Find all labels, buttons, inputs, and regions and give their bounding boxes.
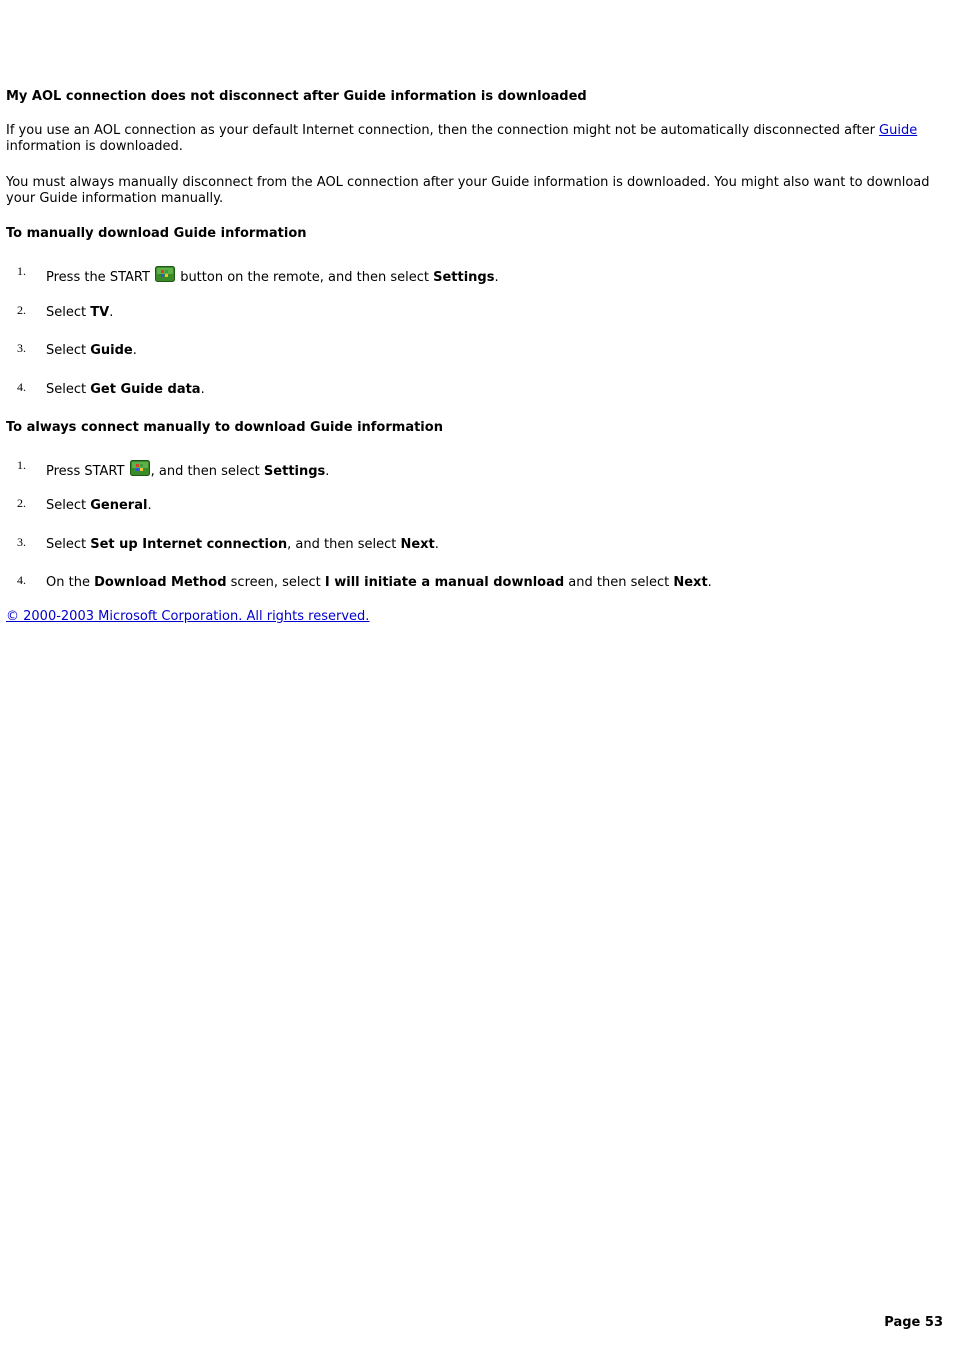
section1-heading: To manually download Guide information	[6, 226, 307, 241]
intro-text-after: information is downloaded.	[6, 139, 183, 154]
step-number: 4.	[17, 573, 26, 587]
step-text: Select Guide.	[46, 343, 137, 358]
section2-heading: To always connect manually to download Guide information	[6, 420, 443, 435]
second-paragraph: You must always manually disconnect from the AOL connection after your Guide information is downloaded. You might also want to download your Guide information manually.	[6, 175, 930, 206]
copyright-link[interactable]: © 2000-2003 Microsoft Corporation. All rights reserved.	[6, 609, 370, 624]
step-text: Select Set up Internet connection, and then select Next.	[46, 537, 439, 552]
step-number: 1.	[17, 264, 26, 278]
step-text: Select General.	[46, 498, 152, 513]
page-title: My AOL connection does not disconnect after Guide information is downloaded	[6, 89, 587, 104]
step-text: Select TV.	[46, 305, 114, 320]
step-text: Press START , and then select Settings.	[46, 460, 329, 479]
step-number: 4.	[17, 380, 26, 394]
intro-paragraph	[6, 123, 931, 155]
step-text: Press the START button on the remote, and then select Settings.	[46, 266, 499, 285]
intro-text-before: If you use an AOL connection as your default Internet connection, then the connection might not be automatically disconnected after	[6, 123, 880, 138]
step-number: 3.	[17, 535, 26, 549]
guide-link[interactable]: Guide	[879, 123, 918, 138]
copyright-line	[6, 609, 931, 625]
start-button-icon	[130, 460, 150, 476]
step-number: 2.	[17, 303, 26, 317]
step-text: On the Download Method screen, select I will initiate a manual download and then select Next.	[46, 575, 712, 590]
step-number: 2.	[17, 496, 26, 510]
step-number: 1.	[17, 458, 26, 472]
step-number: 3.	[17, 341, 26, 355]
step-text: Select Get Guide data.	[46, 382, 205, 397]
page-number: Page 53	[884, 1315, 943, 1330]
start-button-icon	[155, 266, 175, 282]
